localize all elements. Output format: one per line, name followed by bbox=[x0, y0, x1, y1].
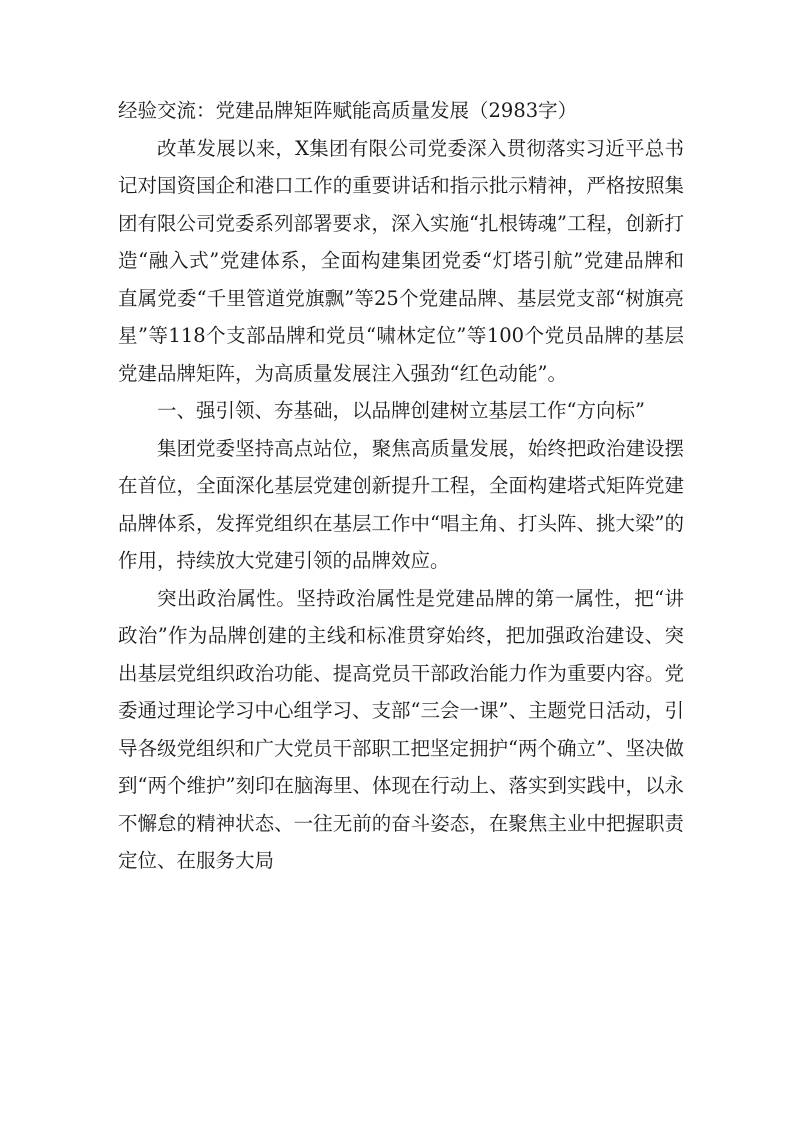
document-title: 经验交流：党建品牌矩阵赋能高质量发展（2983字） bbox=[118, 99, 578, 122]
paragraph-section-1: 集团党委坚持高点站位，聚焦高质量发展，始终把政治建设摆在首位，全面深化基层党建创新提升工程，全面构建塔式矩阵党建品牌体系，发挥党组织在基层工作中“唱主角、打头阵、挑大梁”的作用，持续放大党建引领的品牌效应。 bbox=[118, 436, 684, 572]
paragraph-intro: 改革发展以来，X集团有限公司党委深入贯彻落实习近平总书记对国资国企和港口工作的重要讲话和指示批示精神，严格按照集团有限公司党委系列部署要求，深入实施“扎根铸魂”工程，创新打造“融入式”党建体系，全面构建集团党委“灯塔引航”党建品牌和直属党委“千里管道党旗飘”等25个党建品牌、基层党支部“树旗亮星”等118个支部品牌和党员“啸林定位”等100个党员品牌的基层党建品牌矩阵，为高质量发展注入强劲“红色动能”。 bbox=[118, 136, 684, 385]
section-heading-1: 一、强引领、夯基础，以品牌创建树立基层工作“方向标” bbox=[157, 399, 645, 422]
paragraph-political-attribute: 突出政治属性。坚持政治属性是党建品牌的第一属性，把“讲政治”作为品牌创建的主线和标准贯穿始终，把加强政治建设、突出基层党组织政治功能、提高党员干部政治能力作为重要内容。党委通过理论学习中心组学习、支部“三会一课”、主题党日活动，引导各级党组织和广大党员干部职工把坚定拥护“两个确立”、坚决做到“两个维护”刻印在脑海里、体现在行动上、落实到实践中，以永不懈怠的精神状态、一往无前的奋斗姿态，在聚焦主业中把握职责定位、在服务大局 bbox=[118, 586, 684, 872]
document-body bbox=[118, 92, 684, 880]
